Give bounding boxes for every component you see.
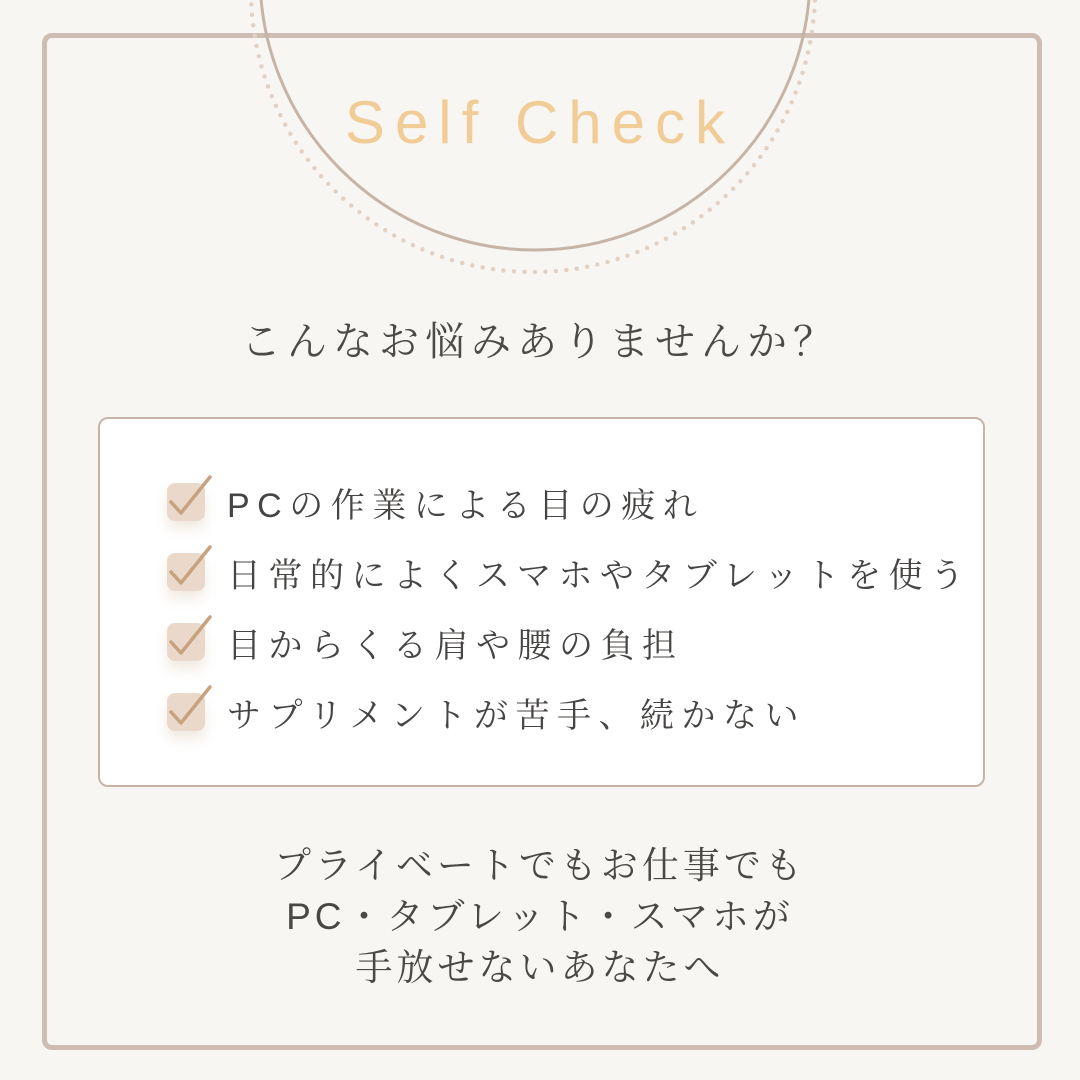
checkbox-checked [167,693,205,731]
checkbox-checked [167,623,205,661]
checklist-item-label: 目からくる肩や腰の負担 [227,626,684,665]
checklist-item-label: サプリメントが苦手、続かない [227,696,806,735]
checkmark-icon [167,693,205,731]
checkmark-icon [167,623,205,661]
checklist-panel [98,417,985,787]
page-title: Self Check [344,89,736,156]
checkmark-icon [167,483,205,521]
footer-message [0,840,1080,993]
checkbox-checked [167,553,205,591]
checklist-item [167,483,983,525]
checkbox-checked [167,483,205,521]
checklist-item-label: 日常的によくスマホやタブレットを使う [227,556,972,595]
checkmark-icon [167,553,205,591]
question-heading: こんなお悩みありませんか？ [241,320,839,364]
checklist-item [167,553,983,595]
checklist-item-label: PCの作業による目の疲れ [227,486,705,525]
footer-line: プライベートでもお仕事でも [274,845,806,886]
footer-line: 手放せないあなたへ [355,947,725,988]
checklist-item [167,693,983,735]
checklist-item [167,623,983,665]
footer-line: PC・タブレット・スマホが [286,896,794,937]
